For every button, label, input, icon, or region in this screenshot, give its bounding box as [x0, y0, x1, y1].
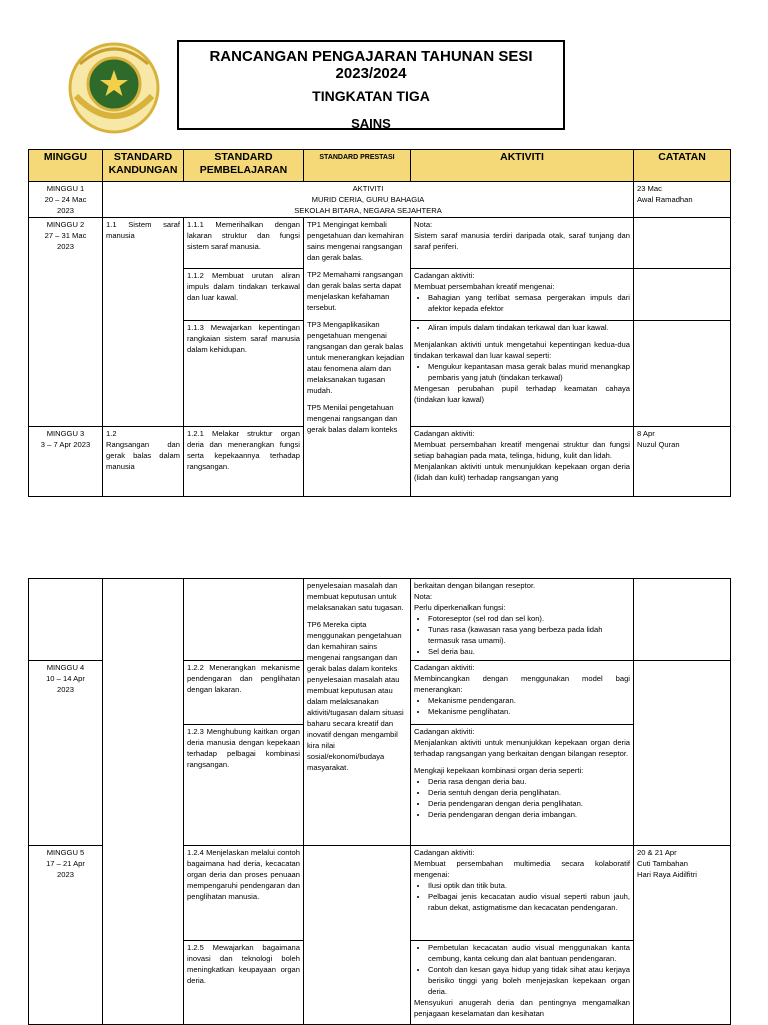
week2-aktiviti-nota: Nota: Sistem saraf manusia terdiri daripada otak, saraf tunjang dan saraf periferi. — [411, 218, 634, 269]
week4-akt1-bullet-2: • Mekanisme penglihatan. — [428, 706, 630, 717]
cont-sp — [184, 579, 304, 661]
week5-akt2-bullet-1: • Contoh dan kesan gaya hidup yang tidak sihat atau kerjaya berisiko tinggi yang boleh menjejaskan kepekaan organ deria. — [428, 964, 630, 997]
week1-activity-line2: MURID CERIA, GURU BAHAGIA — [311, 195, 425, 204]
week4-akt2-tail: Mengkaji kepekaan kombinasi organ deria seperti: — [414, 766, 584, 775]
week3-sp-1: 1.2.1 Melakar struktur organ deria dan menerangkan fungsi serta kepekaannya terhadap rangsangan. — [184, 427, 304, 497]
week2-aktiviti-3 — [411, 321, 634, 427]
week4-akt2-bullet-2: • Deria sentuh dengan deria penglihatan. — [428, 787, 630, 798]
week2-sk: 1.1 Sistem saraf manusia — [103, 218, 184, 427]
week4-minggu: MINGGU 4 10 – 14 Apr 2023 — [29, 661, 103, 846]
week2-sp-2: 1.1.2 Membuat urutan aliran impuls dalam tindakan terkawal dan luar kawal. — [184, 269, 304, 321]
week2-akt3-head: Menjalankan aktiviti untuk mengetahui kepentingan kedua-dua tindakan terkawal dan luar kawal seperti: — [414, 340, 630, 360]
col-minggu: MINGGU — [29, 150, 103, 182]
week2-catatan-2 — [634, 269, 731, 321]
col-aktiviti: AKTIVITI — [411, 150, 634, 182]
tp5-cont: penyelesaian masalah dan membuat keputusan untuk melaksanakan satu tugasan. — [307, 581, 404, 612]
week2-catatan-3 — [634, 321, 731, 427]
col-standard-pembelajaran: STANDARD PEMBELAJARAN — [184, 150, 304, 182]
week3-aktiviti: Cadangan aktiviti: Membuat persembahan kreatif mengenai struktur dan fungsi setiap bahagian pada mata, telinga, hidung, kulit dan lidah. Menjalankan aktiviti untuk menunjukkan kepekaan organ deria (lidah dan kulit) terhadap rangsangan yang — [411, 427, 634, 497]
week5-tp — [304, 846, 411, 1025]
week2-sp-1: 1.1.1 Memerihalkan dengan lakaran struktur dan fungsi sistem saraf manusia. — [184, 218, 304, 269]
week5-akt1-bullet-2: • Pelbagai jenis kecacatan audio visual seperti rabun jauh, rabun dekat, astigmatisme dan kecacatan pendengaran. — [428, 891, 630, 913]
week3-catatan: 8 Apr Nuzul Quran — [634, 427, 731, 497]
cont-akt-bullet-3: • Sel deria bau. — [428, 646, 630, 657]
week1-catatan: 23 Mac Awal Ramadhan — [634, 182, 731, 218]
week2-minggu: MINGGU 2 27 – 31 Mac 2023 — [29, 218, 103, 427]
week5-aktiviti-1 — [411, 846, 634, 941]
cont-sk — [103, 579, 184, 1025]
col-standard-kandungan: STANDARD KANDUNGAN — [103, 150, 184, 182]
week2-akt2-head: Cadangan aktiviti: Membuat persembahan kreatif mengenai: — [414, 271, 555, 291]
col-catatan: CATATAN — [634, 150, 731, 182]
week2-tp — [304, 218, 411, 497]
week5-akt1-bullet-1: • Ilusi optik dan titik buta. — [428, 880, 630, 891]
cont-akt-bullet-1: • Fotoreseptor (sel rod dan sel kon). — [428, 613, 630, 624]
week3-sk-num: 1.2 — [106, 429, 117, 438]
week1-activity-title: AKTIVITI — [352, 184, 384, 193]
week4-akt1-head: Cadangan aktiviti: Membincangkan dengan menggunakan model bagi menerangkan: — [414, 663, 630, 694]
week4-akt2-head: Cadangan aktiviti: Menjalankan aktiviti untuk menunjukkan kepekaan organ deria terhadap rangsangan yang berkaitan dengan bilangan reseptor. — [414, 727, 630, 758]
tp1: TP1 Mengingat kembali pengetahuan dan kemahiran sains mengenai rangsangan dan gerak balas. — [307, 220, 404, 262]
week5-aktiviti-2 — [411, 941, 634, 1025]
week2-sp-3: 1.1.3 Mewajarkan kepentingan rangkaian sistem saraf manusia dalam kehidupan. — [184, 321, 304, 427]
cont-aktiviti — [411, 579, 634, 661]
week4-akt2-bullet-4: • Deria pendengaran dengan deria imbangan. — [428, 809, 630, 820]
week5-akt2-tail: Mensyukuri anugerah deria dan pentingnya mengamalkan penjagaan keselamatan dan kesihatan — [414, 998, 630, 1018]
week5-akt1-head: Cadangan aktiviti: Membuat persembahan multimedia secara kolaboratif mengenai: — [414, 848, 630, 879]
week1-minggu: MINGGU 1 20 – 24 Mac 2023 — [29, 182, 103, 218]
title-line-2: TINGKATAN TIGA — [312, 88, 430, 104]
week4-aktiviti-1 — [411, 661, 634, 725]
lesson-plan-table-page-1 — [28, 149, 731, 497]
week4-akt1-bullet-1: • Mekanisme pendengaran. — [428, 695, 630, 706]
week4-catatan — [634, 661, 731, 846]
week4-sp-1: 1.2.2 Menerangkan mekanisme pendengaran dan penglihatan dengan lakaran. — [184, 661, 304, 725]
week1-activity-line3: SEKOLAH BITARA, NEGARA SEJAHTERA — [294, 206, 442, 215]
week2-akt3-tail: Mengesan perubahan pupil terhadap keamatan cahaya (tindakan luar kawal) — [414, 384, 630, 404]
cont-catatan — [634, 579, 731, 661]
week5-minggu: MINGGU 5 17 – 21 Apr 2023 — [29, 846, 103, 1025]
week4-akt2-bullet-1: • Deria rasa dengan deria bau. — [428, 776, 630, 787]
week2-catatan-1 — [634, 218, 731, 269]
title-box — [177, 40, 565, 130]
week5-catatan: 20 & 21 Apr Cuti Tambahan Hari Raya Aidilfitri — [634, 846, 731, 1025]
week4-akt2-bullet-3: • Deria pendengaran dengan deria penglihatan. — [428, 798, 630, 809]
week5-sp-1: 1.2.4 Menjelaskan melalui contoh bagaimana had deria, kecacatan organ deria dan proses penuaan mempengaruhi pendengaran dan penglihatan manusia. — [184, 846, 304, 941]
title-line-3: SAINS — [351, 116, 391, 131]
tp2: TP2 Memahami rangsangan dan gerak balas serta dapat menjelaskan kefahaman tersebut. — [307, 270, 403, 312]
title-line-1: RANCANGAN PENGAJARAN TAHUNAN SESI 2023/2024 — [209, 48, 533, 82]
week3-sk-text: Rangsangan dan gerak balas dalam manusia — [106, 440, 180, 471]
cont-akt-bullet-2: • Tunas rasa (kawasan rasa yang berbeza pada lidah termasuk rasa umami). — [428, 624, 630, 646]
lesson-plan-table-page-2 — [28, 578, 731, 1025]
week5-akt1-bullet-3: • Pembetulan kecacatan audio visual menggunakan kanta cembung, kanta cekung dan alat bantuan pendengaran. — [428, 942, 630, 964]
week4-sp-2: 1.2.3 Menghubung kaitkan organ deria manusia dengan kepekaan terhadap pelbagai kombinasi rangsangan. — [184, 725, 304, 846]
col-standard-prestasi: STANDARD PRESTASI — [304, 150, 411, 182]
cont-akt-head: berkaitan dengan bilangan reseptor. Nota: Perlu diperkenalkan fungsi: — [414, 581, 536, 612]
week3-sk — [103, 427, 184, 497]
tp6: TP6 Mereka cipta menggunakan pengetahuan dan kemahiran sains mengenai rangsangan dan gerak balas dalam konteks penyelesaian masalah atau membuat keputusan atau dalam melaksanakan aktiviti/tugasan dalam situasi baharu secara kreatif dan inovatif dengan mengambil kira nilai sosial/ekonomi/budaya masyarakat. — [307, 620, 404, 772]
cont-minggu — [29, 579, 103, 661]
school-crest-logo — [66, 36, 162, 136]
week2-akt2-bullet-2: • Aliran impuls dalam tindakan terkawal dan luar kawal. — [428, 322, 630, 333]
tp3: TP3 Mengaplikasikan pengetahuan mengenai rangsangan dan gerak balas untuk menerangkan kejadian atau fenomena alam dan melaksanakan tugasan mudah. — [307, 320, 405, 395]
week2-akt2-bullet-1: • Bahagian yang terlibat semasa pergerakan impuls dari afektor kepada efektor — [428, 292, 630, 314]
week4-aktiviti-2 — [411, 725, 634, 846]
week1-activity — [103, 182, 634, 218]
week2-aktiviti-cadangan — [411, 269, 634, 321]
week2-akt3-bullet-1: • Mengukur kepantasan masa gerak balas murid menangkap pembaris yang jatuh (tindakan terkawal) — [428, 361, 630, 383]
week3-minggu: MINGGU 3 3 – 7 Apr 2023 — [29, 427, 103, 497]
week5-sp-2: 1.2.5 Mewajarkan bagaimana inovasi dan teknologi boleh meningkatkan keupayaan organ deria. — [184, 941, 304, 1025]
cont-tp — [304, 579, 411, 846]
tp5: TP5 Menilai pengetahuan mengenai rangsangan dan gerak balas dalam konteks — [307, 403, 398, 434]
